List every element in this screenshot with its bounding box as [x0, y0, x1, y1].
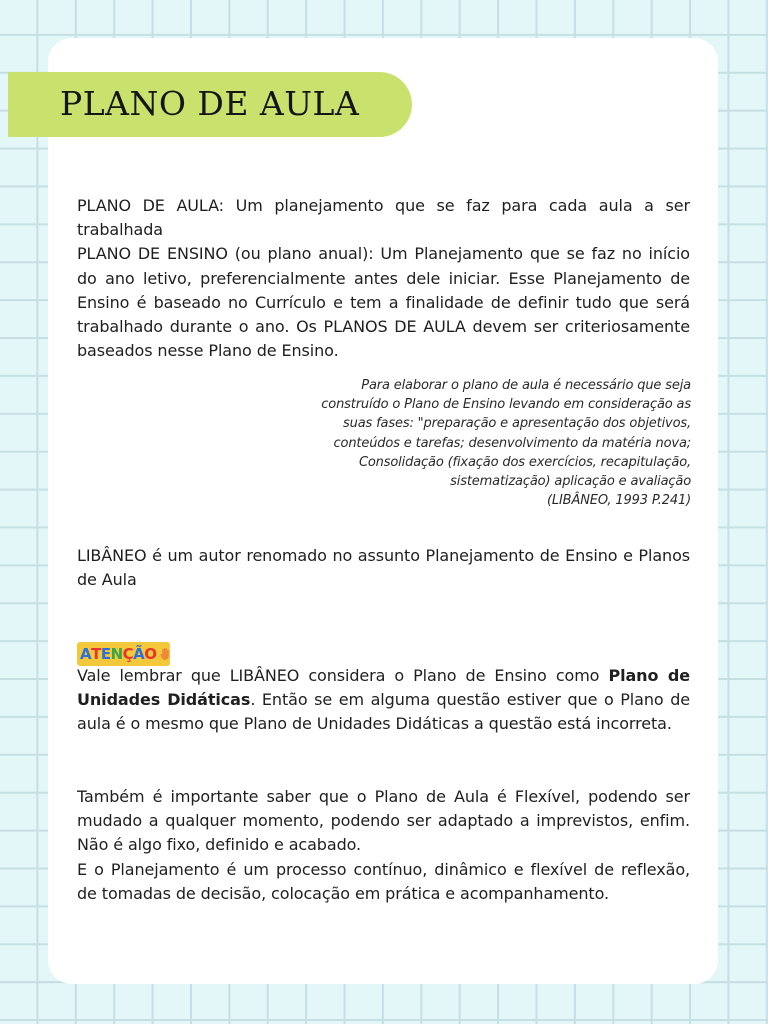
flexibility-paragraph: Também é importante saber que o Plano de Aula é Flexível, podendo ser mudado a qualquer momento, podendo ser adaptado a imprevistos, enfim. Não é algo fixo, definido e acabado. [77, 787, 690, 855]
attention-badge-label [80, 644, 157, 664]
badge-letter: O [144, 645, 157, 663]
quote-text: Para elaborar o plano de aula é necessário que seja construído o Plano de Ensino levando em consideração as suas fases: "preparação e apresentação dos objetivos, conteúdos e tarefas; desenvolvimento da matéria nova; Consolidação (fixação dos exercícios, recapitulação, sistematização) aplicação e avaliação [321, 378, 691, 490]
author-note-section [77, 544, 690, 592]
badge-letter: Ã [133, 645, 145, 663]
attention-text-start: Vale lembrar que LIBÂNEO considera o Plano de Ensino como [77, 666, 609, 685]
attention-text [77, 664, 690, 737]
attention-text-end: . Então se em alguma questão estiver que o Plano de aula é o mesmo que Plano de Unidades Didáticas a questão está incorreta. [77, 690, 691, 734]
block-quote [300, 376, 691, 510]
teaching-plan-definition: PLANO DE ENSINO (ou plano anual): Um Planejamento que se faz no início do ano letivo, preferencialmente antes dele iniciar. Esse Planejamento de Ensino é baseado no Currículo e tem a finalidade de definir tudo que será trabalhado durante o ano. Os PLANOS DE AULA devem ser criteriosamente baseados nesse Plano de Ensino. [77, 244, 690, 361]
author-note: LIBÂNEO é um autor renomado no assunto Planejamento de Ensino e Planos de Aula [77, 546, 690, 590]
badge-letter: Ç [122, 645, 134, 663]
badge-letter: N [110, 645, 123, 663]
attention-emphasis: Plano de Unidades Didáticas [77, 666, 690, 710]
page-title: PLANO DE AULA [60, 84, 360, 123]
lesson-plan-definition: PLANO DE AULA: Um planejamento que se faz para cada aula a ser trabalhada [77, 196, 690, 240]
closing-section [77, 785, 690, 906]
intro-section [77, 194, 690, 363]
raised-hand-icon [160, 645, 170, 663]
badge-letter: T [91, 645, 101, 663]
attention-badge [77, 642, 170, 666]
attention-section [77, 664, 690, 737]
quote-citation: (LIBÂNEO, 1993 P.241) [546, 493, 691, 509]
planning-process-paragraph: E o Planejamento é um processo contínuo, dinâmico e flexível de reflexão, de tomadas de decisão, colocação em prática e acompanhamento. [77, 859, 690, 903]
badge-letter: A [80, 645, 92, 663]
badge-letter: E [100, 645, 111, 663]
